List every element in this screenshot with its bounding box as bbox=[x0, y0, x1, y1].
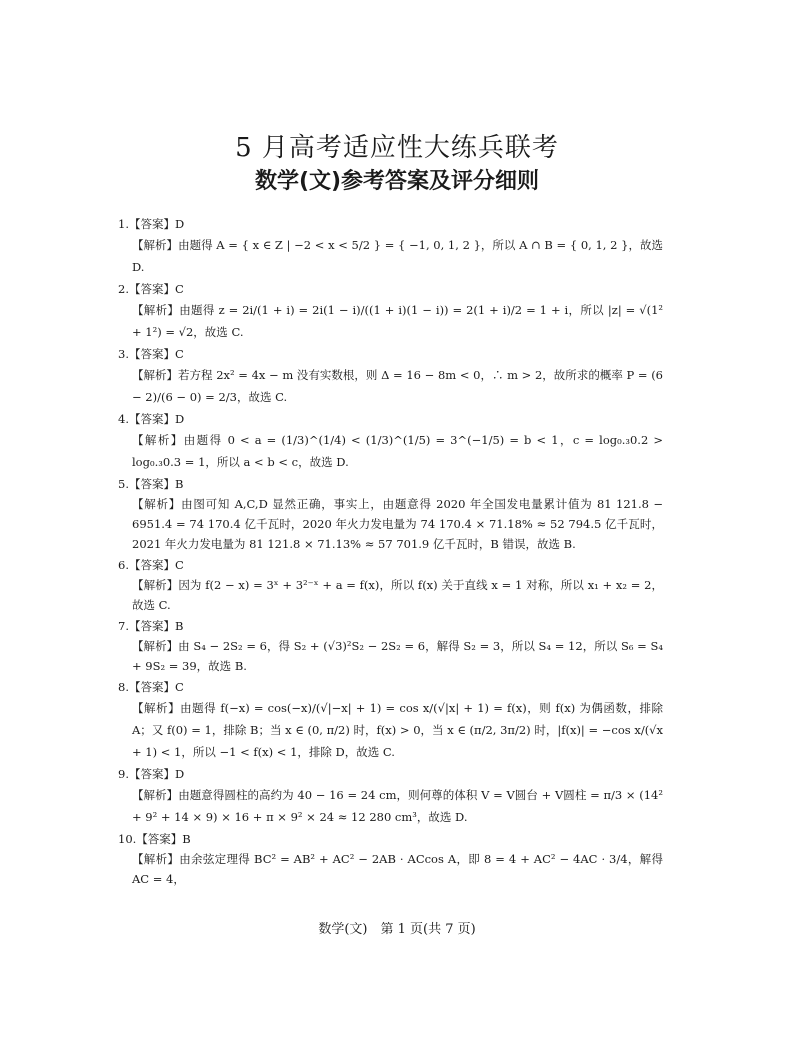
answer-line: 1.【答案】D bbox=[118, 217, 185, 231]
answer-line: 2.【答案】C bbox=[118, 282, 184, 296]
list-item bbox=[118, 616, 663, 676]
explanation: 【解析】因为 f(2 − x) = 3ˣ + 3²⁻ˣ + a = f(x)，所以 f(x) 关于直线 x = 1 对称，所以 x₁ + x₂ = 2，故选 C. bbox=[132, 578, 663, 612]
answer-line: 10.【答案】B bbox=[118, 832, 191, 846]
list-item bbox=[118, 409, 663, 473]
explanation: 【解析】由题得 A = { x ∈ Z | −2 < x < 5/2 } = { −1, 0, 1, 2 }，所以 A ∩ B = { 0, 1, 2 }，故选 D. bbox=[132, 238, 663, 274]
list-item bbox=[118, 279, 663, 343]
answer-line: 6.【答案】C bbox=[118, 558, 184, 572]
answer-line: 8.【答案】C bbox=[118, 680, 184, 694]
list-item bbox=[118, 677, 663, 763]
answer-line: 9.【答案】D bbox=[118, 767, 185, 781]
explanation: 【解析】由题得 z = 2i/(1 + i) = 2i(1 − i)/((1 + i)(1 − i)) = 2(1 + i)/2 = 1 + i，所以 |z| = √(1² + 1²) = √2，故选 C. bbox=[132, 303, 663, 339]
explanation: 【解析】由题意得圆柱的高约为 40 − 16 = 24 cm，则何尊的体积 V = V圆台 + V圆柱 = π/3 × (14² + 9² + 14 × 9) × 16 + π × 9² × 24 ≈ 12 280 cm³，故选 D. bbox=[132, 788, 663, 824]
answer-line: 4.【答案】D bbox=[118, 412, 185, 426]
answer-line: 3.【答案】C bbox=[118, 347, 184, 361]
list-item bbox=[118, 829, 663, 889]
page-title: 5 月高考适应性大练兵联考 bbox=[235, 133, 559, 163]
page-footer: 数学(文) 第 1 页(共 7 页) bbox=[318, 922, 476, 937]
answer-line: 5.【答案】B bbox=[118, 477, 184, 491]
list-item bbox=[118, 214, 663, 278]
explanation: 【解析】由图可知 A,C,D 显然正确，事实上，由题意得 2020 年全国发电量累计值为 81 121.8 − 6951.4 = 74 170.4 亿千瓦时，2020 年火力发电量为 74 170.4 × 71.18% ≈ 52 794.5 亿千瓦时，2021 年火力发电量为 81 121.8 × 71.13% ≈ 57 701.9 亿千瓦时，B 错误，故选 B. bbox=[132, 497, 663, 551]
explanation: 【解析】由题得 0 < a = (1/3)^(1/4) < (1/3)^(1/5) = 3^(−1/5) = b < 1，c = log₀.₃0.2 > log₀.₃0.3 = 1，所以 a < b < c，故选 D. bbox=[132, 433, 663, 469]
explanation: 【解析】由余弦定理得 BC² = AB² + AC² − 2AB · ACcos A，即 8 = 4 + AC² − 4AC · 3/4，解得 AC = 4， bbox=[132, 852, 663, 886]
explanation: 【解析】由 S₄ − 2S₂ = 6，得 S₂ + (√3)²S₂ − 2S₂ = 6，解得 S₂ = 3，所以 S₄ = 12，所以 S₆ = S₄ + 9S₂ = 39，故选 B. bbox=[132, 639, 663, 673]
list-item bbox=[118, 344, 663, 408]
list-item bbox=[118, 764, 663, 828]
explanation: 【解析】若方程 2x² = 4x − m 没有实数根，则 Δ = 16 − 8m < 0，∴ m > 2，故所求的概率 P = (6 − 2)/(6 − 0) = 2/3，故选 C. bbox=[132, 368, 663, 404]
page-subtitle: 数学(文)参考答案及评分细则 bbox=[254, 169, 540, 194]
explanation: 【解析】由题得 f(−x) = cos(−x)/(√|−x| + 1) = cos x/(√|x| + 1) = f(x)，则 f(x) 为偶函数，排除 A；又 f(0) = 1，排除 B；当 x ∈ (0, π/2) 时，f(x) > 0，当 x ∈ (π/2, 3π/2) 时，|f(x)| = −cos x/(√x + 1) < 1，所以 −1 < f(x) < 1，排除 D，故选 C. bbox=[132, 701, 663, 759]
list-item bbox=[118, 474, 663, 554]
answer-line: 7.【答案】B bbox=[118, 619, 184, 633]
answer-list bbox=[118, 214, 663, 890]
title-block bbox=[0, 133, 794, 197]
list-item bbox=[118, 555, 663, 615]
